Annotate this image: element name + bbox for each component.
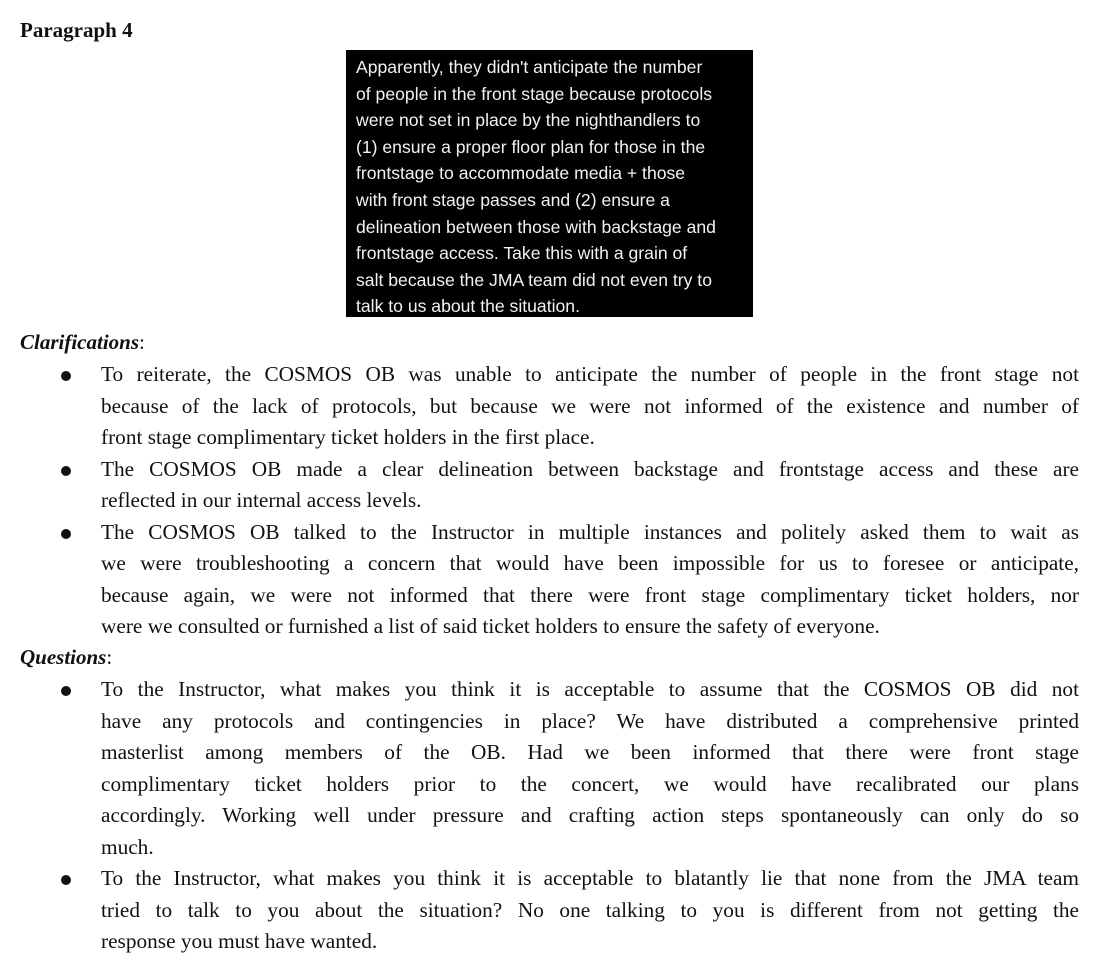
clarification-item (0, 517, 1120, 643)
quote-line: with front stage passes and (2) ensure a (356, 189, 670, 210)
clarification-item (0, 454, 1120, 517)
questions-label-colon: : (106, 645, 113, 669)
clarifications-label-colon: : (139, 330, 145, 354)
questions-label-text: Questions (20, 645, 107, 669)
bullet-dot-icon (61, 371, 71, 381)
paragraph-heading: Paragraph 4 (20, 18, 133, 42)
list-item-line: To the Instructor, what makes you think it is acceptable to blatantly lie that none from the JMA team (101, 866, 1079, 890)
quote-line: were not set in place by the nighthandlers to (356, 110, 701, 131)
bullet-dot-icon (61, 529, 71, 539)
list-item-line: because again, we were not informed that there were front stage complimentary ticket holders, nor (101, 582, 1079, 607)
quote-line: frontstage access. Take this with a grain of (356, 243, 688, 264)
bullet-dot-icon (61, 686, 71, 696)
list-item-line: have any protocols and contingencies in place? We have distributed a comprehensive printed (101, 708, 1079, 733)
list-item-line: because of the lack of protocols, but because we were not informed of the existence and number of (101, 393, 1079, 418)
clarifications-label (20, 328, 145, 356)
bullet-dot-icon (61, 466, 71, 476)
list-item-line: we were troubleshooting a concern that would have been impossible for us to foresee or anticipate, (101, 551, 1079, 575)
list-item-line: complimentary ticket holders prior to the concert, we would have recalibrated our plans (101, 771, 1079, 796)
list-item-line: tried to talk to you about the situation? No one talking to you is different from not getting the (101, 897, 1079, 922)
quote-line: talk to us about the situation. (356, 296, 580, 317)
quote-line: salt because the JMA team did not even try to (356, 269, 712, 290)
quote-line: frontstage to accommodate media + those (356, 163, 686, 184)
quote-line: delineation between those with backstage and (356, 216, 716, 237)
quote-line: Apparently, they didn't anticipate the number (356, 57, 703, 77)
list-item-line: To the Instructor, what makes you think it is acceptable to assume that the COSMOS OB did not (101, 677, 1079, 701)
questions-label (20, 643, 112, 671)
list-item-line: reflected in our internal access levels. (101, 488, 422, 512)
list-item-line: masterlist among members of the OB. Had we been informed that there were front stage (101, 740, 1079, 764)
list-item-line: much. (101, 834, 154, 859)
list-item-line: To reiterate, the COSMOS OB was unable to anticipate the number of people in the front stage not (101, 362, 1079, 386)
clarifications-label-text: Clarifications (20, 330, 140, 354)
questions-list (0, 674, 1120, 958)
quoted-statement-box (346, 50, 753, 317)
list-item-line: response you must have wanted. (101, 929, 378, 953)
list-item-line: The COSMOS OB talked to the Instructor in multiple instances and politely asked them to wait as (101, 519, 1079, 544)
clarification-item (0, 359, 1120, 454)
quote-line: of people in the front stage because protocols (356, 83, 713, 104)
list-item-line: accordingly. Working well under pressure and crafting action steps spontaneously can only do so (101, 803, 1079, 827)
list-item-line: front stage complimentary ticket holders in the first place. (101, 425, 595, 449)
clarifications-list (0, 359, 1120, 643)
question-item (0, 863, 1120, 958)
list-item-line: were we consulted or furnished a list of said ticket holders to ensure the safety of everyone. (101, 614, 880, 638)
list-item-line: The COSMOS OB made a clear delineation between backstage and frontstage access and these are (101, 456, 1079, 481)
question-item (0, 674, 1120, 863)
bullet-dot-icon (61, 875, 71, 885)
quote-line: (1) ensure a proper floor plan for those in the (356, 136, 706, 157)
